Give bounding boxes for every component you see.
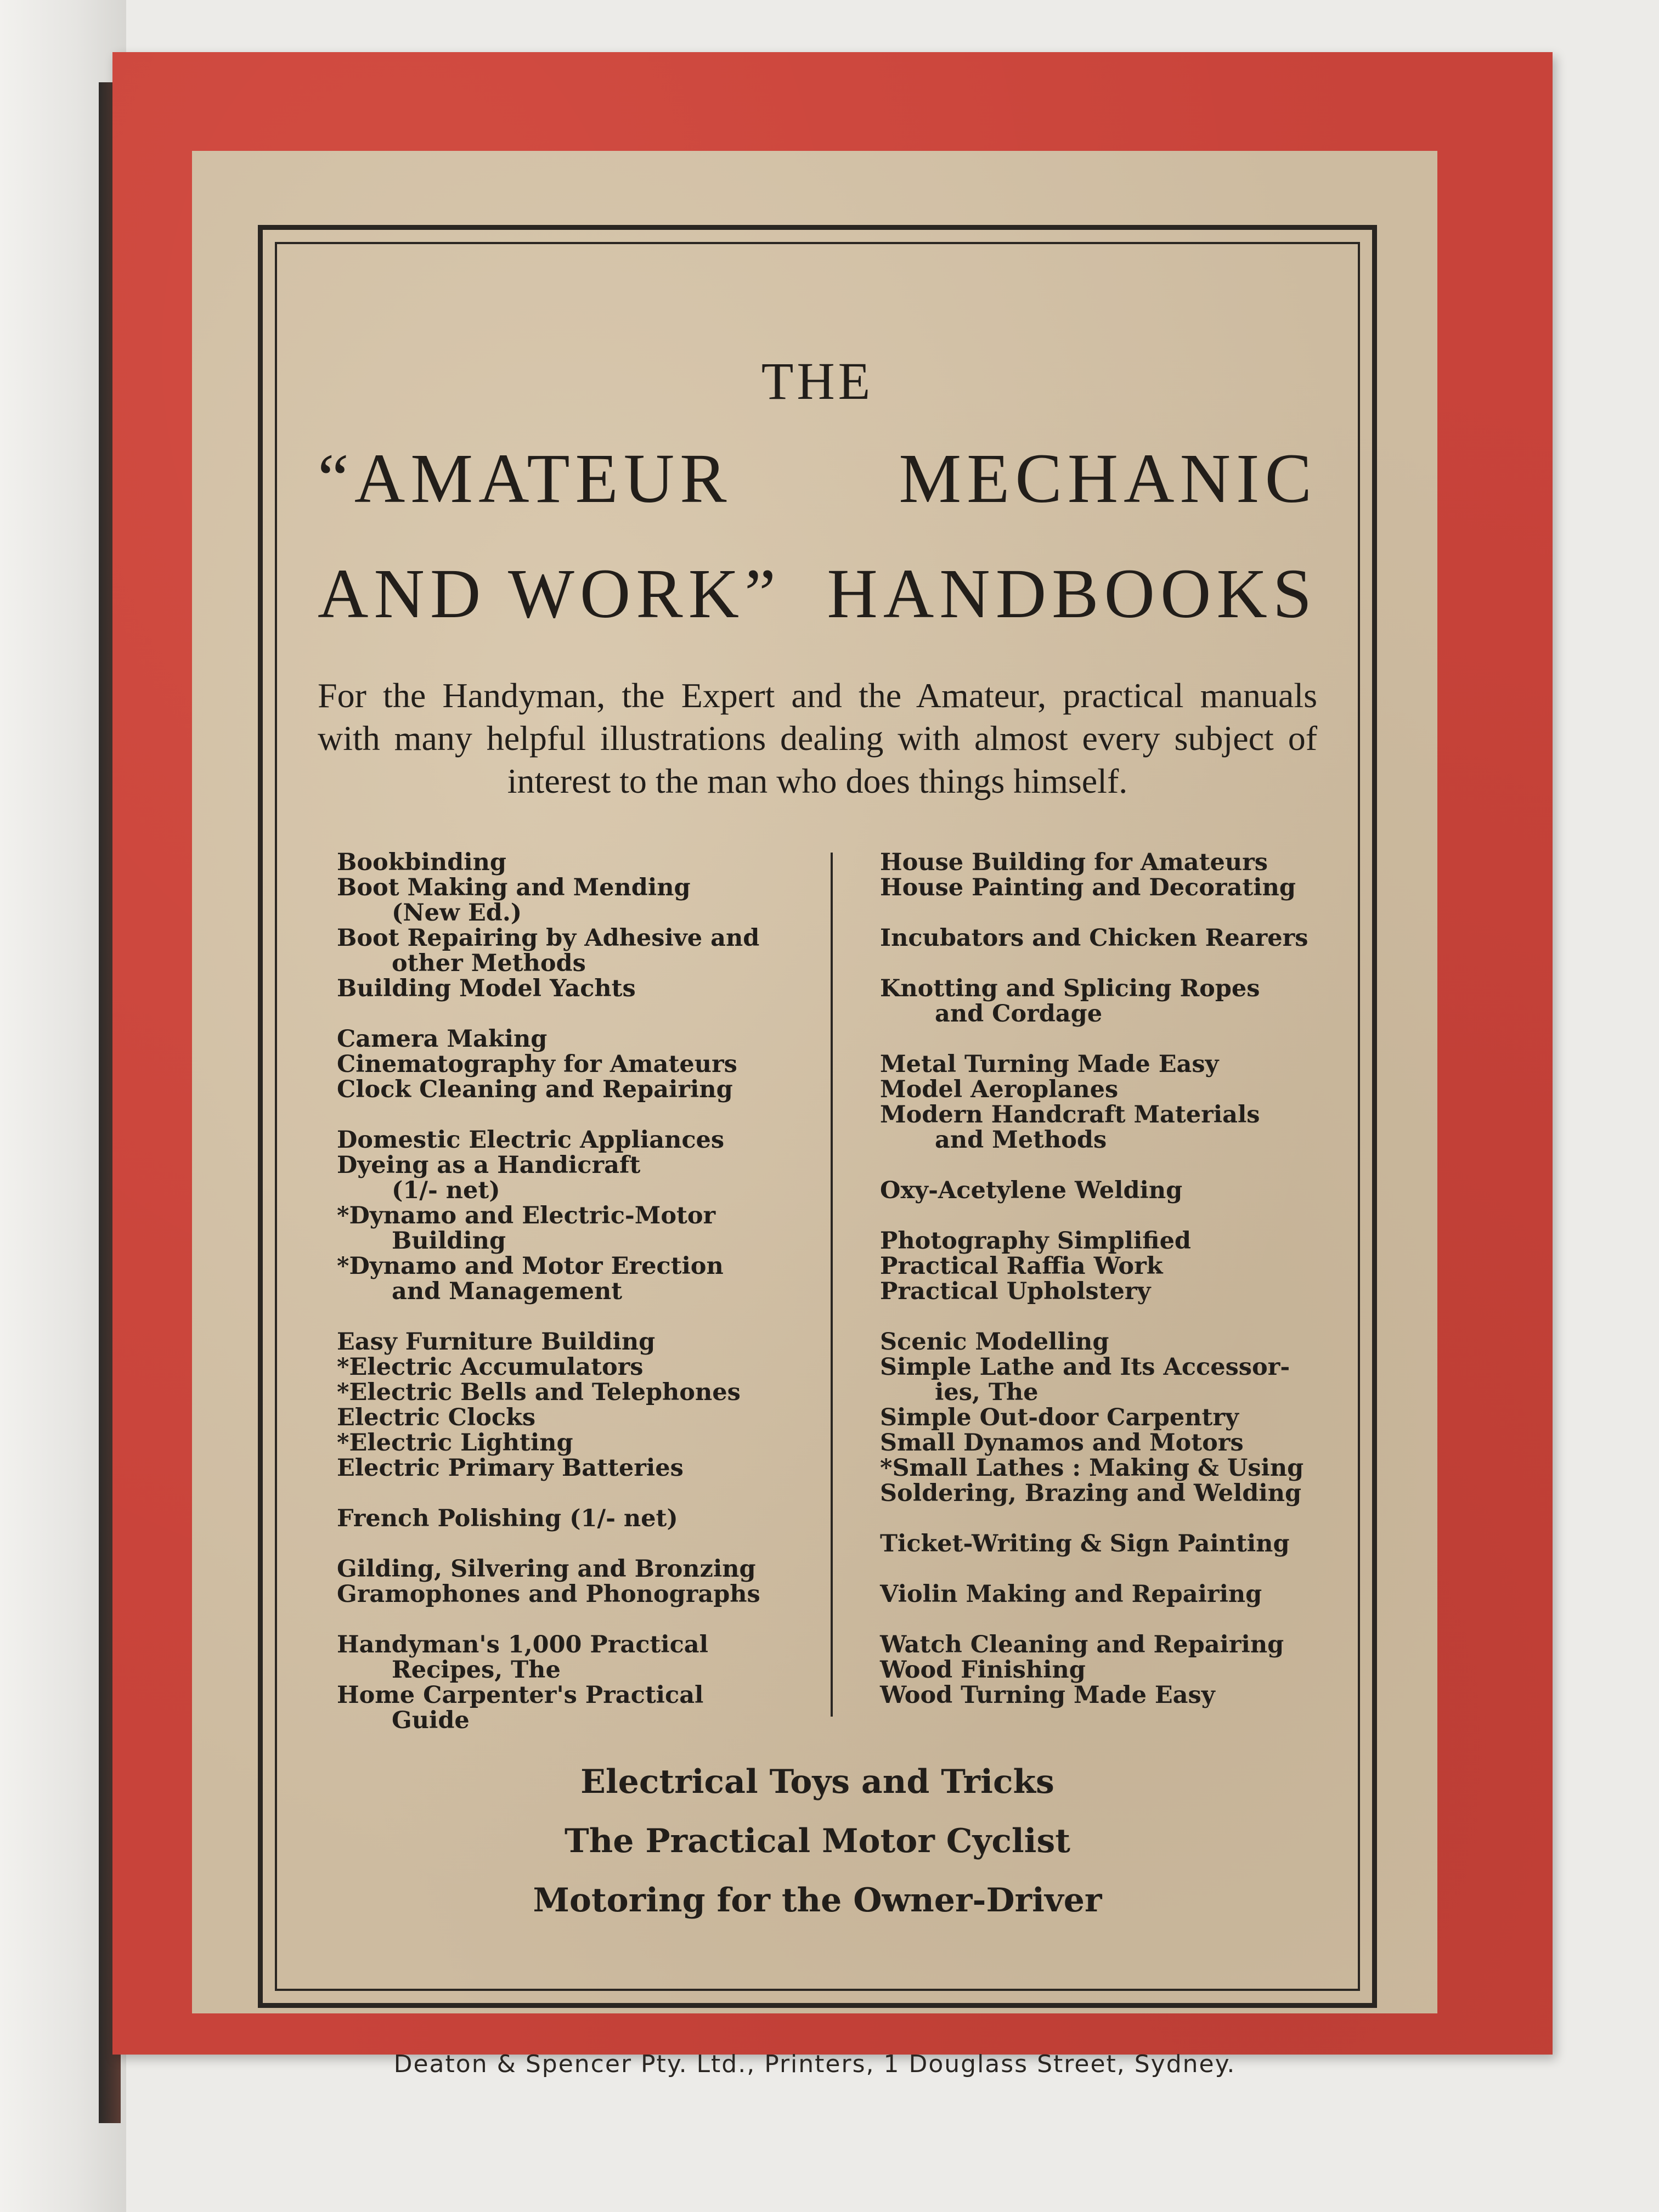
group-gap — [880, 1153, 1308, 1178]
book-title-line: Simple Out-door Carpentry — [880, 1404, 1239, 1431]
book-title-line: Building — [392, 1227, 506, 1255]
book-title-line: House Building for Amateurs — [880, 849, 1268, 876]
featured-titles — [263, 1752, 1372, 1930]
book-title-line: *Electric Lighting — [337, 1429, 573, 1457]
title-word-amateur: “AMATEUR — [318, 439, 732, 517]
book-title-line: (New Ed.) — [392, 899, 522, 927]
group-gap — [337, 1607, 760, 1632]
label-frame — [258, 225, 1377, 2008]
book-title-line: Handyman's 1,000 Practical — [337, 1631, 708, 1658]
featured-title: Motoring for the Owner-Driver — [533, 1881, 1102, 1920]
book-title-line: Guide — [392, 1707, 470, 1734]
book-title-line: Oxy-Acetylene Welding — [880, 1177, 1183, 1204]
book-title-line: Ticket-Writing & Sign Painting — [880, 1530, 1290, 1558]
group-gap — [880, 1026, 1308, 1052]
book-title-line: Watch Cleaning and Repairing — [880, 1631, 1284, 1658]
book-title-line: Recipes, The — [392, 1656, 561, 1684]
intro-paragraph: For the Handyman, the Expert and the Amateur, practical manuals with many helpful illustrations dealing with almost every subject of interest to the man who does things himself. — [318, 676, 1317, 800]
book-title-line: Model Aeroplanes — [880, 1076, 1119, 1103]
book-title-line: French Polishing (1/- net) — [337, 1505, 678, 1532]
book-title-line: Boot Repairing by Adhesive and — [337, 924, 760, 952]
column-divider — [831, 853, 833, 1717]
series-title-line-2 — [318, 554, 1317, 634]
book-back-cover — [112, 52, 1553, 2078]
group-gap — [337, 1102, 760, 1127]
book-title-line: *Dynamo and Motor Erection — [337, 1252, 724, 1280]
book-title-line: Scenic Modelling — [880, 1328, 1109, 1356]
group-gap — [880, 1506, 1308, 1531]
book-title-line: (1/- net) — [392, 1177, 500, 1204]
book-title-line: *Dynamo and Electric-Motor — [337, 1202, 716, 1229]
book-title-line: Boot Making and Mending — [337, 874, 691, 901]
group-gap — [337, 1001, 760, 1026]
book-title-line: Dyeing as a Handicraft — [337, 1152, 641, 1179]
book-title-line: Bookbinding — [337, 849, 506, 876]
group-gap — [880, 1304, 1308, 1329]
book-title-line: Soldering, Brazing and Welding — [880, 1480, 1302, 1507]
book-title-line: House Painting and Decorating — [880, 874, 1296, 901]
series-title-line-1 — [318, 438, 1317, 519]
group-gap — [337, 1481, 760, 1506]
group-gap — [880, 1556, 1308, 1582]
book-title-line: Wood Finishing — [880, 1656, 1086, 1684]
book-title-line: *Electric Bells and Telephones — [337, 1379, 741, 1406]
title-words-and-work: AND WORK” — [318, 555, 781, 633]
book-title-line: other Methods — [392, 950, 586, 977]
book-title-line: Camera Making — [337, 1025, 548, 1053]
book-title-line: Gilding, Silvering and Bronzing — [337, 1555, 756, 1583]
featured-title: Electrical Toys and Tricks — [580, 1763, 1054, 1801]
book-title-line: Clock Cleaning and Repairing — [337, 1076, 733, 1103]
cover-label — [192, 151, 1437, 2078]
book-title-line: Electric Primary Batteries — [337, 1454, 684, 1482]
book-title-line: and Cordage — [935, 1000, 1103, 1028]
book-list-right — [880, 850, 1308, 1708]
book-title-line: Practical Upholstery — [880, 1278, 1151, 1305]
book-title-line: *Small Lathes : Making & Using — [880, 1454, 1304, 1482]
group-gap — [880, 951, 1308, 976]
book-title-line: Domestic Electric Appliances — [337, 1126, 725, 1154]
heading-the: THE — [761, 352, 874, 410]
book-title-line: *Electric Accumulators — [337, 1353, 644, 1381]
group-gap — [880, 900, 1308, 926]
book-title-line: Electric Clocks — [337, 1404, 536, 1431]
book-title-line: Photography Simplified — [880, 1227, 1191, 1255]
book-title-line: Home Carpenter's Practical — [337, 1681, 704, 1709]
book-list-left — [337, 850, 760, 1733]
book-title-line: Cinematography for Amateurs — [337, 1051, 737, 1078]
book-title-line: Simple Lathe and Its Accessor- — [880, 1353, 1290, 1381]
book-title-line: and Methods — [935, 1126, 1107, 1154]
group-gap — [337, 1531, 760, 1556]
group-gap — [337, 1304, 760, 1329]
title-word-mechanic: MECHANIC — [899, 439, 1317, 517]
label-content — [263, 230, 1372, 2003]
book-title-line: Metal Turning Made Easy — [880, 1051, 1219, 1078]
book-title-line: Wood Turning Made Easy — [880, 1681, 1215, 1709]
book-title-line: Practical Raffia Work — [880, 1252, 1163, 1280]
printer-imprint: Deaton & Spencer Pty. Ltd., Printers, 1 Douglass Street, Sydney. — [393, 2050, 1236, 2078]
group-gap — [880, 1203, 1308, 1228]
book-title-line: Small Dynamos and Motors — [880, 1429, 1244, 1457]
book-title-line: Gramophones and Phonographs — [337, 1581, 760, 1608]
group-gap — [880, 1607, 1308, 1632]
book-title-line: Building Model Yachts — [337, 975, 636, 1002]
book-title-line: Incubators and Chicken Rearers — [880, 924, 1308, 952]
book-title-line: Violin Making and Repairing — [880, 1581, 1262, 1608]
book-title-line: Easy Furniture Building — [337, 1328, 656, 1356]
book-title-line: Knotting and Splicing Ropes — [880, 975, 1260, 1002]
title-word-handbooks: HANDBOOKS — [827, 555, 1317, 633]
book-title-line: ies, The — [935, 1379, 1039, 1406]
book-title-line: and Management — [392, 1278, 623, 1305]
book-title-line: Modern Handcraft Materials — [880, 1101, 1260, 1128]
featured-title: The Practical Motor Cyclist — [565, 1822, 1070, 1860]
